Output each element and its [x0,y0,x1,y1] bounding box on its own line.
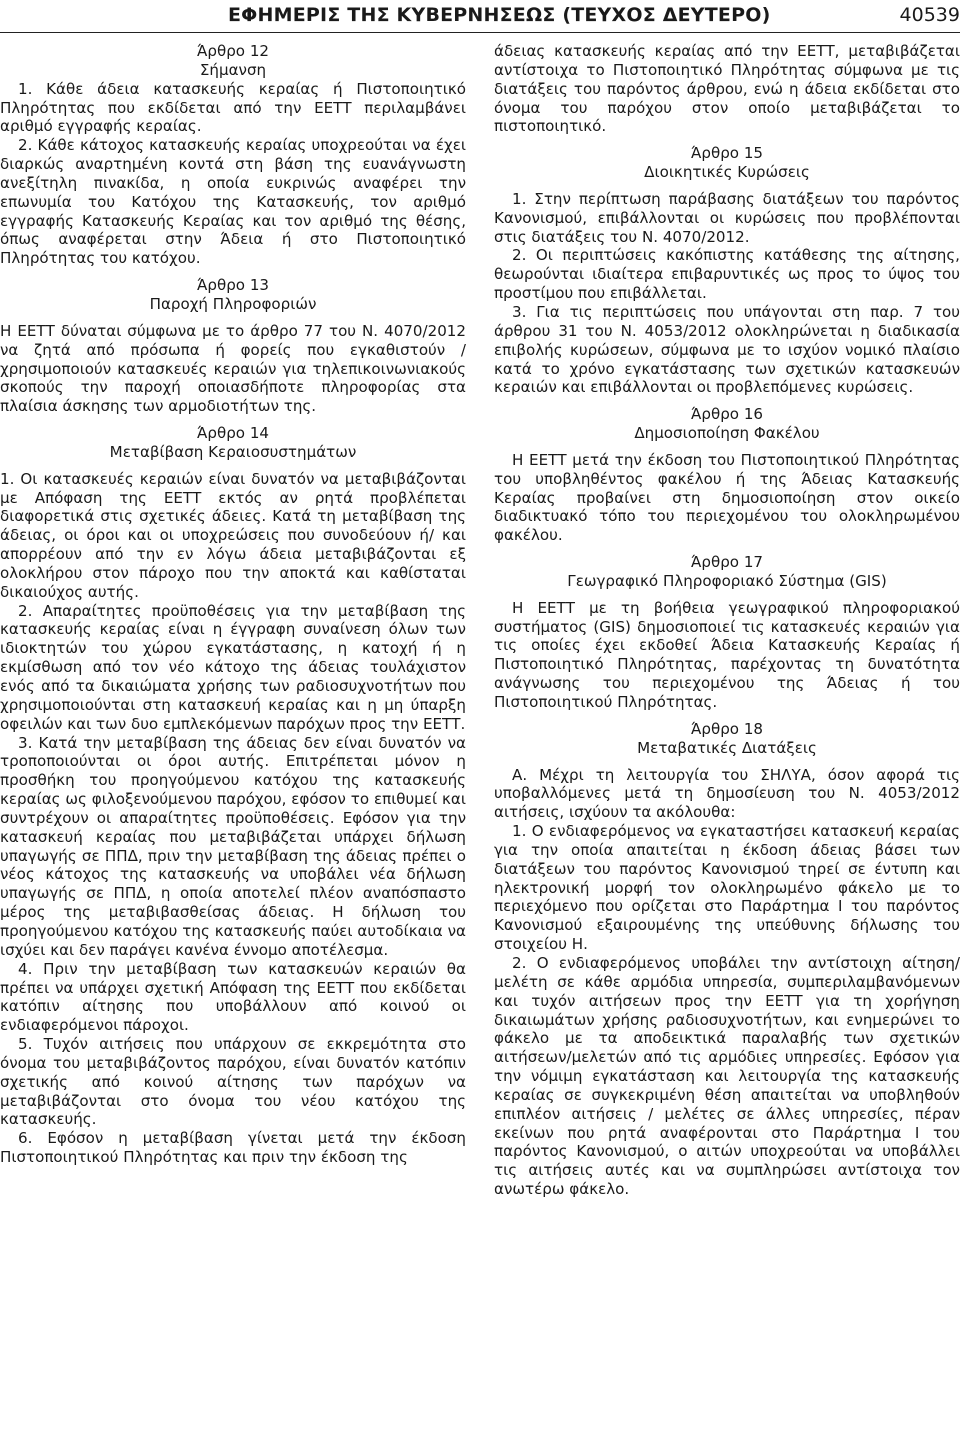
article-15-paragraph-2: 2. Οι περιπτώσεις κακόπιστης κατάθεσης της αίτησης, θεωρούνται ιδιαίτερα επιβαρυντικές ως προς το ύψος του προστίμου που επιβάλλεται. [494,246,960,303]
article-14-paragraph-3: 3. Κατά την μεταβίβαση της άδειας δεν είναι δυνατόν να τροποποιούνται οι όροι αυτής. Επιτρέπεται μόνον η προσθήκη του προηγούμενου κατόχου της κατασκευής κεραίας ως φιλοξενούμενου παρόχου, εφόσον το επιθυμεί και συντρέχουν οι απαραίτητες προϋποθέσεις. Εφόσον για την κατασκευή κεραίας που μεταβιβάζεται υπάρχει δήλωση υπαγωγής σε ΠΠΔ, πριν την μεταβίβαση της άδειας πρέπει ο νέος κάτοχος της κατασκευής να υποβάλει νέα δήλωση υπαγωγής σε ΠΠΔ, η οποία αποτελεί πλέον αναπόσπαστο μέρος της μεταβιβασθείσας άδειας. Η δήλωση του προηγούμενου κατόχου της κατασκευής παύει αυτοδίκαια να ισχύει και δεν παράγει κανένα έννομο αποτέλεσμα. [0,733,466,959]
article-18-paragraph-A: Α. Μέχρι τη λειτουργία του ΣΗΛΥΑ, όσον αφορά τις υποβαλλόμενες μετά τη δημοσίευση του Ν. 4053/2012 αιτήσεις, ισχύουν τα ακόλουθα: [494,765,960,822]
page-number: 40539 [899,4,960,26]
article-16-subtitle: Δημοσιοποίηση Φακέλου [634,424,820,443]
right-column [494,42,960,1199]
article-18-paragraph-1: 1. Ο ενδιαφερόμενος να εγκαταστήσει κατασκευή κεραίας για την οποία απαιτείται η έκδοση άδειας βάσει των διατάξεων του παρόντος Κανονισμού τηρεί σε έντυπη και ηλεκτρονική μορφή τον ολοκληρωμένο φάκελο με το περιεχόμενο που ορίζεται στο Παράρτημα Ι του παρόντος Κανονισμού εξαιρουμένης της υπεύθυνης δήλωσης του στοιχείου Η. [494,822,960,954]
article-12-title: Άρθρο 12 [196,42,270,60]
article-18-paragraph-2: 2. Ο ενδιαφερόμενος υποβάλει την αντίστοιχη αίτηση/ μελέτη σε κάθε αρμόδια υπηρεσία, συμπεριλαμβανόμενων και τυχόν αιτήσεων προς την ΕΕΤΤ για τη χορήγηση δικαιωμάτων χρήσης ραδιοσυχνοτήτων, και ενημερώνει το φάκελο με τα αποδεικτικά παραλαβής των σχετικών αιτήσεων/μελετών από τις αρμόδιες υπηρεσίες. Εφόσον για την νόμιμη εγκατάσταση και λειτουργία της κατασκευής κεραίας σε συγκεκριμένη θέση απαιτείται να υποβληθούν επιπλέον αιτήσεις / μελέτες σε άλλες υπηρεσίες, πέραν εκείνων που ρητά αναφέρονται στο Παράρτημα Ι του παρόντος Κανονισμού, ο αιτών υποχρεούται να υποβάλλει τις αιτήσεις αυτές και να συμπληρώσει αντίστοιχα τον ανωτέρω φάκελο. [494,953,960,1199]
article-14-paragraph-1: 1. Οι κατασκευές κεραιών είναι δυνατόν να μεταβιβάζονται με Απόφαση της ΕΕΤΤ εκτός αν ρητά προβλέπεται διαφορετικά στις σχετικές άδειες. Κατά τη μεταβίβαση της άδειας, οι όροι και οι υποχρεώσεις που συνοδεύουν ή/ και απορρέουν από την εν λόγω άδεια μεταβιβάζονται εξ ολοκλήρου στον πάροχο που την αποκτά και καθίσταται δικαιούχος αυτής. [0,469,466,601]
article-16-paragraph-1: Η ΕΕΤΤ μετά την έκδοση του Πιστοποιητικού Πληρότητας του υποβληθέντος φακέλου ή της Άδειας Κατασκευής Κεραίας προβαίνει στη δημοσιοποίηση στον οικείο διαδικτυακό τόπο του περιεχομένου του ολοκληρωμένου φακέλου. [494,450,960,545]
article-14-paragraph-6: 6. Εφόσον η μεταβίβαση γίνεται μετά την έκδοση Πιστοποιητικού Πληρότητας και πριν την έκδοση της [0,1129,466,1167]
article-15-title: Άρθρο 15 [690,144,764,163]
article-15-paragraph-1: 1. Στην περίπτωση παράβασης διατάξεων του παρόντος Κανονισμού, επιβάλλονται οι κυρώσεις που προβλέπονται στις διατάξεις του Ν. 4070/2012. [494,189,960,246]
header-divider [0,32,960,33]
article-14-paragraph-5: 5. Τυχόν αιτήσεις που υπάρχουν σε εκκρεμότητα στο όνομα του μεταβιβάζοντος παρόχου, είναι δυνατόν κατόπιν σχετικής από κοινού αίτησης των παρόχων να μεταβιβάζονται στο όνομα του νέου κατόχου της κατασκευής. [0,1035,466,1129]
article-14-continuation: άδειας κατασκευής κεραίας από την ΕΕΤΤ, μεταβιβάζεται αντίστοιχα το Πιστοποιητικό Πληρότητας σύμφωνα με τις διατάξεις του παρόντος άρθρου, ενώ η άδεια εκδίδεται στο όνομα του παρόχου στον οποίο μεταβιβάζεται το πιστοποιητικό. [494,42,960,136]
article-14-paragraph-4: 4. Πριν την μεταβίβαση των κατασκευών κεραιών θα πρέπει να υπάρχει σχετική Απόφαση της ΕΕΤΤ που εκδίδεται κατόπιν αίτησης που υποβάλλουν από κοινού οι ενδιαφερόμενοι πάροχοι. [0,959,466,1035]
article-18-subtitle: Μεταβατικές Διατάξεις [637,738,817,757]
article-13-subtitle: Παροχή Πληροφοριών [149,294,317,313]
article-15-paragraph-3: 3. Για τις περιπτώσεις που υπάγονται στη παρ. 7 του άρθρου 31 του Ν. 4053/2012 ολοκληρώνεται η διαδικασία επιβολής κυρώσεων, σύμφωνα με το ισχύον νομικό πλαίσιο κατά το χρόνο εγκατάστασης των σχετικών κατασκευών κεραιών και επιβάλλονται οι προβλεπόμενες κυρώσεις. [494,302,960,397]
article-13-paragraph-1: Η ΕΕΤΤ δύναται σύμφωνα με το άρθρο 77 του Ν. 4070/2012 να ζητά από πρόσωπα ή φορείς που εγκαθιστούν / χρησιμοποιούν κατασκευές κεραιών για τηλεπικοινωνιακούς σκοπούς την παροχή οποιασδήποτε πληροφορίας στα πλαίσια άσκησης των αρμοδιοτήτων της. [0,321,466,416]
article-15-subtitle: Διοικητικές Κυρώσεις [644,163,810,182]
gazette-title: ΕΦΗΜΕΡΙΣ ΤΗΣ ΚΥΒΕΡΝΗΣΕΩΣ (ΤΕΥΧΟΣ ΔΕΥΤΕΡΟ) [228,4,771,26]
article-18-title: Άρθρο 18 [690,719,764,738]
article-14-title: Άρθρο 14 [196,424,270,443]
article-17-title: Άρθρο 17 [690,553,764,572]
article-12-paragraph-1: 1. Κάθε άδεια κατασκευής κεραίας ή Πιστοποιητικό Πληρότητας που εκδίδεται από την ΕΕΤΤ περιλαμβάνει αριθμό εγγραφής κεραίας. [0,79,466,136]
article-14-subtitle: Μεταβίβαση Κεραιοσυστημάτων [109,442,357,461]
article-16-title: Άρθρο 16 [690,405,764,424]
article-12-paragraph-2: 2. Κάθε κάτοχος κατασκευής κεραίας υποχρεούται να έχει διαρκώς αναρτημένη κοντά στη βάση της ευανάγνωστη ανεξίτηλη πινακίδα, η οποία ευκρινώς αναφέρει την επωνυμία του Κατόχου της Κατασκευής, τον αριθμό εγγραφής Κατασκευής Κεραίας και τον αριθμό της θέσης, όπως αναφέρεται στην Άδεια ή στο Πιστοποιητικό Πληρότητας του κατόχου. [0,136,466,268]
article-17-subtitle: Γεωγραφικό Πληροφοριακό Σύστημα (GIS) [567,571,887,590]
article-12-subtitle: Σήμανση [199,60,267,79]
article-13-title: Άρθρο 13 [196,276,270,295]
article-17-paragraph-1: Η ΕΕΤΤ με τη βοήθεια γεωγραφικού πληροφοριακού συστήματος (GIS) δημοσιοποιεί τις κατασκευές κεραιών για τις οποίες έχει εκδοθεί Άδεια Κατασκευής Κεραίας ή Πιστοποιητικό Πληρότητας, παρέχοντας τη δυνατότητα ανάγνωσης του περιεχομένου της Άδειας ή του Πιστοποιητικού Πληρότητας. [494,598,960,711]
article-14-paragraph-2: 2. Απαραίτητες προϋποθέσεις για την μεταβίβαση της κατασκευής κεραίας είναι η έγγραφη συναίνεση όλων των ιδιοκτητών του χώρου εγκατάστασης, η κατοχή ή η εκμίσθωση από τον νέο κάτοχο της άδειας τουλάχιστον ενός από τα δικαιώματα χρήσης των ραδιοσυχνοτήτων που χρησιμοποιούνται στη κατασκευή κεραίας και η μη ύπαρξη οφειλών και των δυο εμπλεκόμενων παρόχων προς την ΕΕΤΤ. [0,601,466,733]
page-header [0,0,960,34]
left-column [0,42,466,1167]
